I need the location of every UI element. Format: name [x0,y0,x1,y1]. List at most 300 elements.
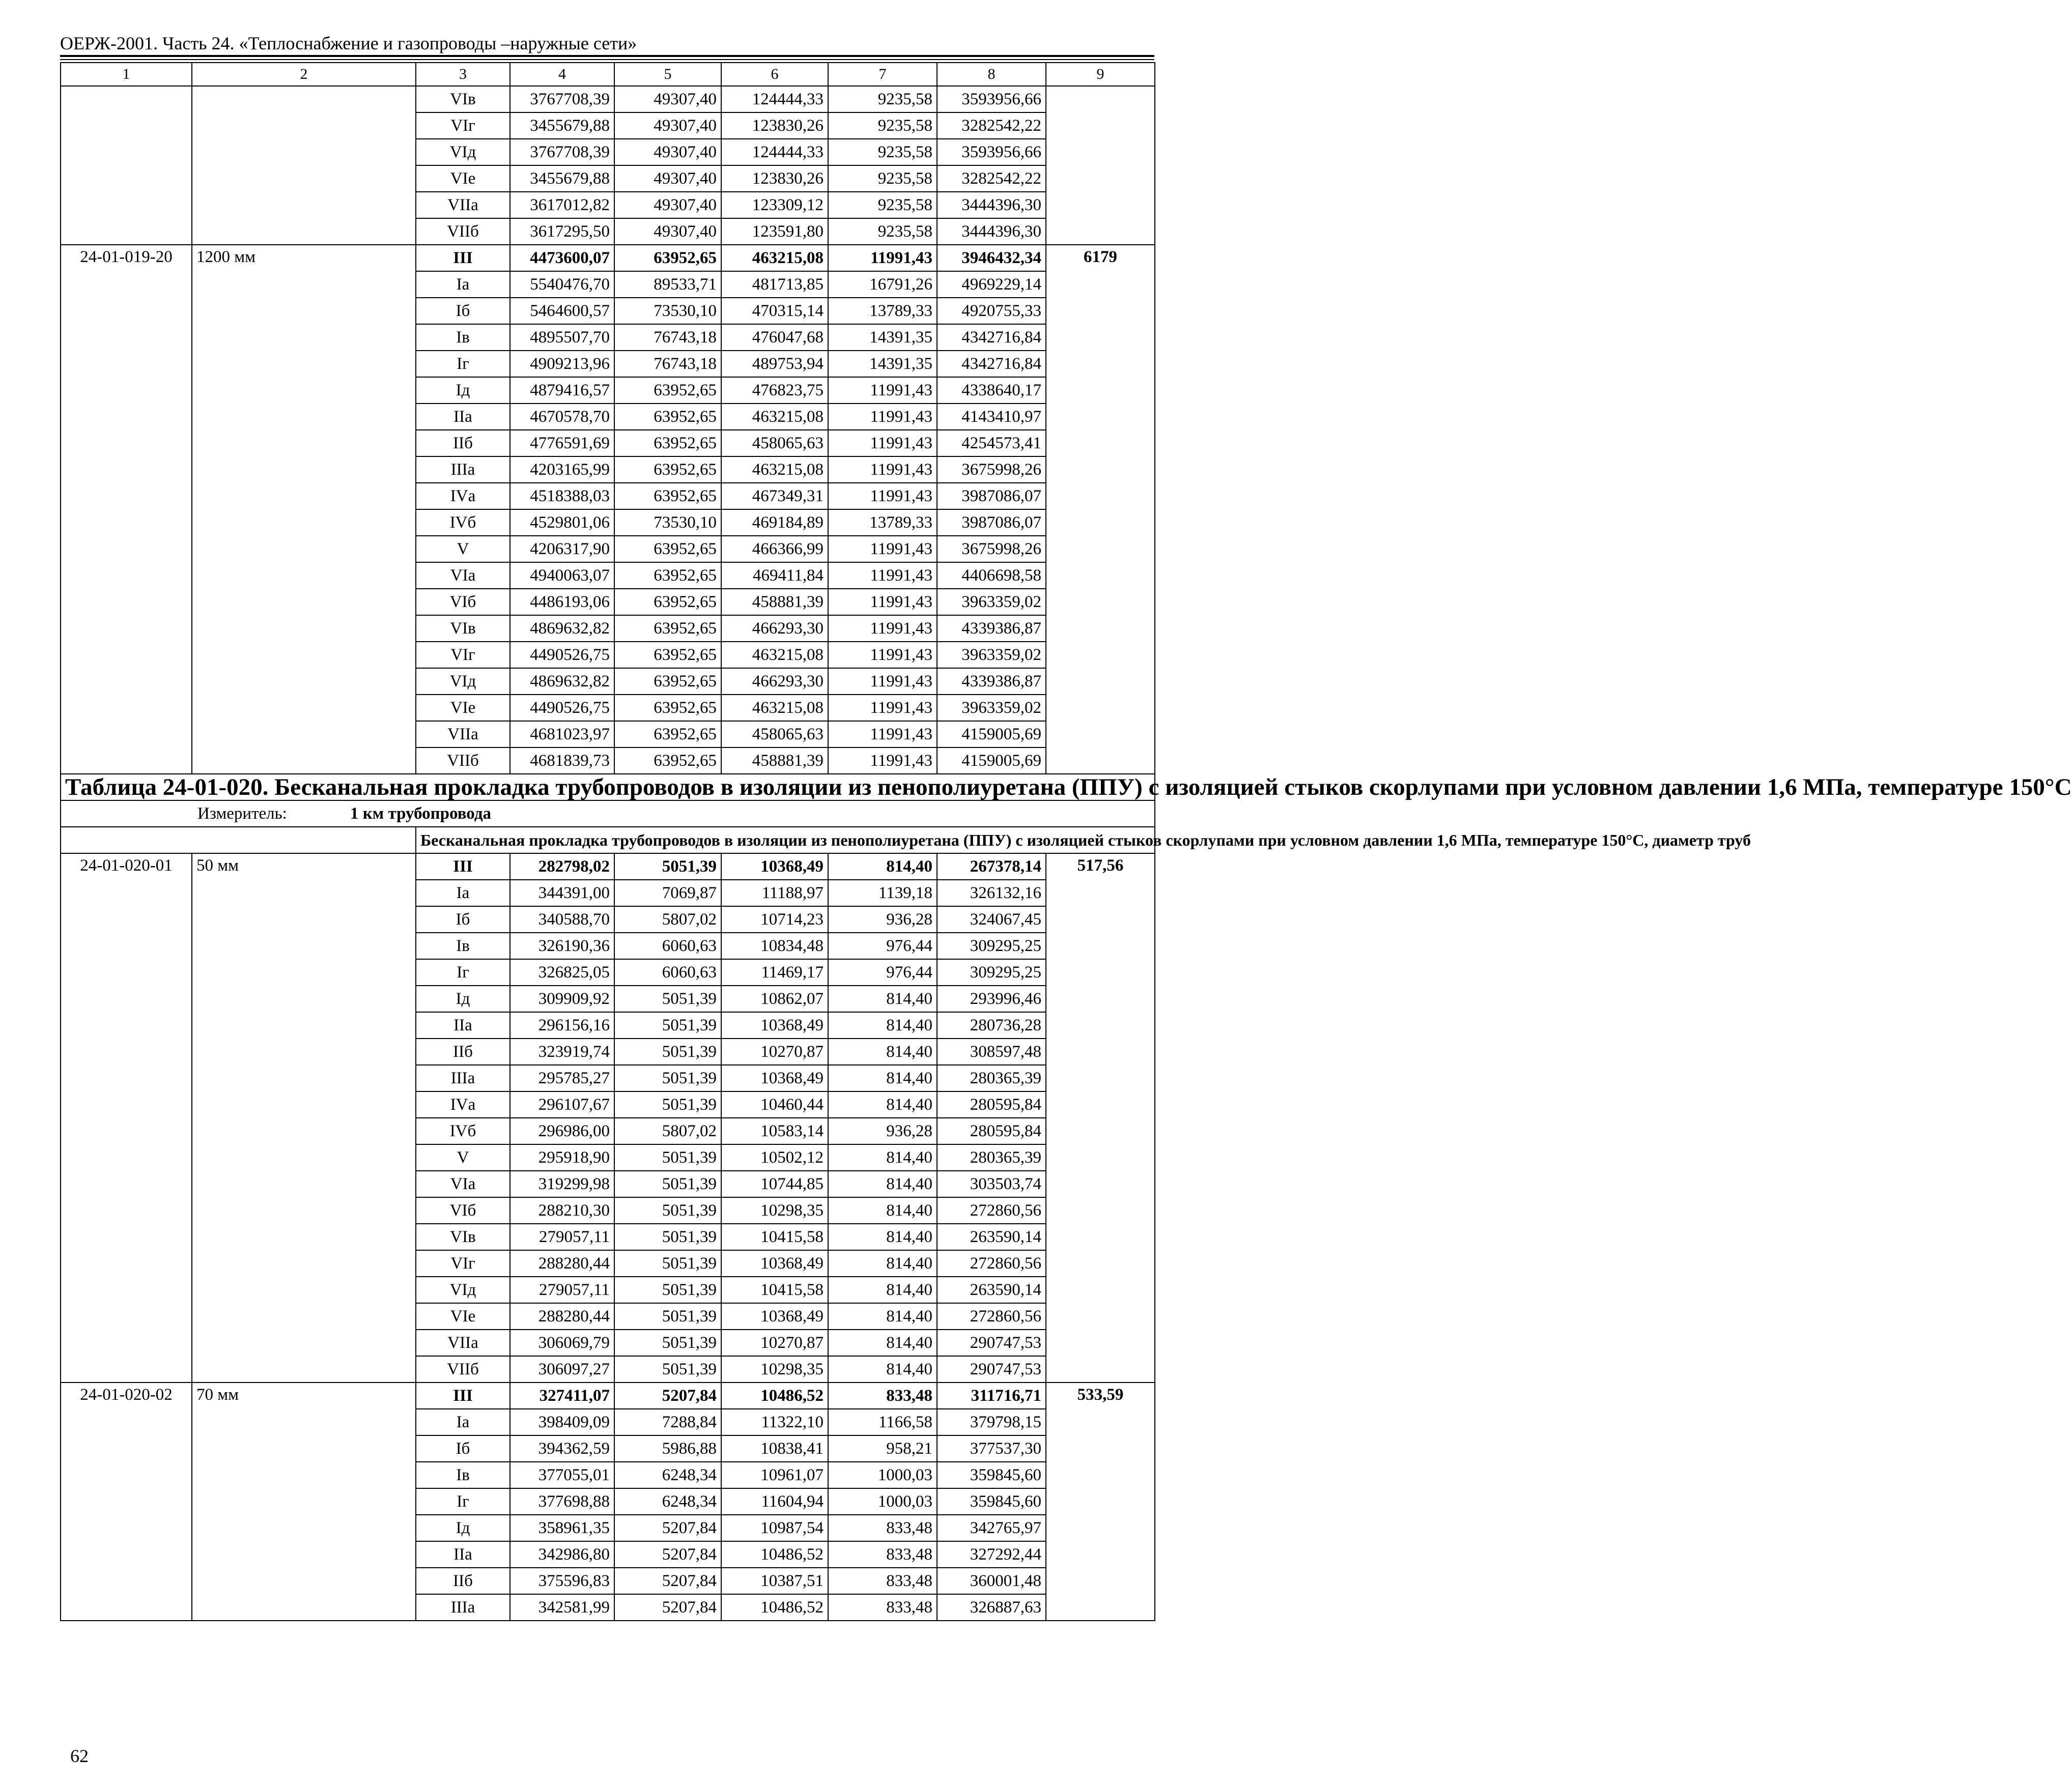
value-cell: 814,40 [828,1250,937,1277]
section-description-row [61,827,1155,853]
value-cell: 9235,58 [828,86,937,112]
zone-cell: IIа [416,1541,510,1568]
value-cell: 458881,39 [721,589,828,615]
table-row [61,1382,1155,1409]
value-cell: 11469,17 [721,959,828,986]
value-cell: 814,40 [828,853,937,880]
value-cell: 476047,68 [721,324,828,351]
value-cell: 5207,84 [614,1382,721,1409]
zone-cell: Iд [416,986,510,1012]
value-cell: 123830,26 [721,112,828,139]
value-cell: 814,40 [828,1012,937,1039]
value-cell: 63952,65 [614,615,721,642]
value-cell: 272860,56 [937,1250,1046,1277]
value-cell: 4339386,87 [937,668,1046,695]
value-cell: 5051,39 [614,1250,721,1277]
value-cell: 10486,52 [721,1382,828,1409]
code-cell: 24-01-020-01 [61,853,192,1382]
value-cell: 272860,56 [937,1197,1046,1224]
column-number: 9 [1046,63,1155,86]
value-cell: 814,40 [828,1197,937,1224]
value-cell: 11991,43 [828,589,937,615]
value-cell: 375596,83 [510,1568,614,1594]
zone-cell: VIIб [416,747,510,774]
value-cell: 326190,36 [510,933,614,959]
value-cell: 124444,33 [721,86,828,112]
value-cell: 1139,18 [828,880,937,906]
value-cell: 1166,58 [828,1409,937,1435]
value-cell: 3675998,26 [937,536,1046,562]
value-cell: 5207,84 [614,1594,721,1621]
value-cell: 11991,43 [828,377,937,404]
column-number: 5 [614,63,721,86]
value-cell: 319299,98 [510,1171,614,1197]
column-number: 1 [61,63,192,86]
value-cell: 936,28 [828,1118,937,1144]
value-cell: 4869632,82 [510,668,614,695]
value-cell: 63952,65 [614,721,721,747]
norms-table [60,62,2072,1621]
page-header: ОЕРЖ-2001. Часть 24. «Теплоснабжение и газопроводы –наружные сети» [60,33,637,53]
value-cell: 4342716,84 [937,324,1046,351]
value-cell: 10744,85 [721,1171,828,1197]
value-cell: 833,48 [828,1568,937,1594]
value-cell: 280595,84 [937,1091,1046,1118]
zone-cell: VIIб [416,1356,510,1382]
value-cell: 4969229,14 [937,271,1046,298]
value-cell: 814,40 [828,1224,937,1250]
value-cell: 324067,45 [937,906,1046,933]
value-cell: 3963359,02 [937,589,1046,615]
value-cell: 10368,49 [721,1250,828,1277]
value-cell: 394362,59 [510,1435,614,1462]
value-cell: 10862,07 [721,986,828,1012]
value-cell: 327411,07 [510,1382,614,1409]
value-cell: 280595,84 [937,1118,1046,1144]
size-cell: 50 мм [192,853,416,1382]
value-cell: 10415,58 [721,1224,828,1250]
col9-cell [1046,86,1155,245]
zone-cell: Iв [416,1462,510,1488]
column-number-row [61,63,1155,86]
value-cell: 814,40 [828,1356,937,1382]
value-cell: 3444396,30 [937,218,1046,245]
value-cell: 63952,65 [614,456,721,483]
zone-cell: Iб [416,1435,510,1462]
value-cell: 63952,65 [614,483,721,509]
value-cell: 89533,71 [614,271,721,298]
value-cell: 4203165,99 [510,456,614,483]
value-cell: 5051,39 [614,1012,721,1039]
value-cell: 3963359,02 [937,642,1046,668]
value-cell: 73530,10 [614,509,721,536]
value-cell: 63952,65 [614,642,721,668]
value-cell: 470315,14 [721,298,828,324]
value-cell: 11991,43 [828,404,937,430]
zone-cell: IIIа [416,1065,510,1091]
value-cell: 5051,39 [614,1144,721,1171]
value-cell: 263590,14 [937,1277,1046,1303]
value-cell: 10368,49 [721,1012,828,1039]
value-cell: 4920755,33 [937,298,1046,324]
value-cell: 4159005,69 [937,721,1046,747]
value-cell: 4909213,96 [510,351,614,377]
header-rule [60,55,1154,57]
value-cell: 309295,25 [937,933,1046,959]
value-cell: 466293,30 [721,668,828,695]
value-cell: 976,44 [828,959,937,986]
size-cell [192,86,416,245]
value-cell: 11991,43 [828,430,937,456]
value-cell: 10834,48 [721,933,828,959]
value-cell: 4670578,70 [510,404,614,430]
zone-cell: IIIа [416,1594,510,1621]
value-cell: 976,44 [828,933,937,959]
value-cell: 10387,51 [721,1568,828,1594]
value-cell: 11991,43 [828,536,937,562]
column-number: 7 [828,63,937,86]
value-cell: 5051,39 [614,1197,721,1224]
table-row [61,245,1155,271]
value-cell: 1000,03 [828,1488,937,1515]
value-cell: 359845,60 [937,1462,1046,1488]
value-cell: 3987086,07 [937,483,1046,509]
value-cell: 9235,58 [828,192,937,218]
value-cell: 123309,12 [721,192,828,218]
value-cell: 63952,65 [614,668,721,695]
column-number: 8 [937,63,1046,86]
value-cell: 76743,18 [614,324,721,351]
value-cell: 489753,94 [721,351,828,377]
zone-cell: VIв [416,86,510,112]
value-cell: 327292,44 [937,1541,1046,1568]
value-cell: 76743,18 [614,351,721,377]
value-cell: 311716,71 [937,1382,1046,1409]
value-cell: 282798,02 [510,853,614,880]
value-cell: 5464600,57 [510,298,614,324]
value-cell: 5051,39 [614,1091,721,1118]
zone-cell: VIIа [416,1330,510,1356]
column-number: 4 [510,63,614,86]
value-cell: 7069,87 [614,880,721,906]
value-cell: 3617012,82 [510,192,614,218]
value-cell: 3282542,22 [937,165,1046,192]
zone-cell: IIб [416,1568,510,1594]
zone-cell: VIв [416,615,510,642]
value-cell: 288280,44 [510,1250,614,1277]
zone-cell: VIIб [416,218,510,245]
value-cell: 11188,97 [721,880,828,906]
zone-cell: VIе [416,165,510,192]
value-cell: 481713,85 [721,271,828,298]
zone-cell: VIа [416,1171,510,1197]
value-cell: 814,40 [828,1091,937,1118]
zone-cell: VIг [416,1250,510,1277]
value-cell: 4518388,03 [510,483,614,509]
value-cell: 16791,26 [828,271,937,298]
zone-cell: VIIа [416,721,510,747]
value-cell: 3444396,30 [937,192,1046,218]
value-cell: 4206317,90 [510,536,614,562]
column-number: 3 [416,63,510,86]
value-cell: 326887,63 [937,1594,1046,1621]
value-cell: 3455679,88 [510,165,614,192]
value-cell: 290747,53 [937,1356,1046,1382]
value-cell: 63952,65 [614,589,721,615]
zone-cell: Iд [416,1515,510,1541]
value-cell: 3767708,39 [510,86,614,112]
value-cell: 5051,39 [614,1039,721,1065]
value-cell: 3282542,22 [937,112,1046,139]
column-number: 6 [721,63,828,86]
value-cell: 377537,30 [937,1435,1046,1462]
zone-cell: Iв [416,324,510,351]
value-cell: 49307,40 [614,112,721,139]
value-cell: 10270,87 [721,1039,828,1065]
value-cell: 3455679,88 [510,112,614,139]
value-cell: 360001,48 [937,1568,1046,1594]
column-number: 2 [192,63,416,86]
zone-cell: VIд [416,139,510,165]
value-cell: 833,48 [828,1594,937,1621]
value-cell: 9235,58 [828,112,937,139]
value-cell: 11322,10 [721,1409,828,1435]
value-cell: 4486193,06 [510,589,614,615]
value-cell: 4338640,17 [937,377,1046,404]
zone-cell: Iв [416,933,510,959]
value-cell: 306069,79 [510,1330,614,1356]
zone-cell: Iб [416,906,510,933]
value-cell: 124444,33 [721,139,828,165]
zone-cell: IVа [416,1091,510,1118]
value-cell: 11991,43 [828,668,937,695]
value-cell: 63952,65 [614,430,721,456]
zone-cell: VIг [416,642,510,668]
value-cell: 5051,39 [614,853,721,880]
value-cell: 10415,58 [721,1277,828,1303]
value-cell: 279057,11 [510,1277,614,1303]
value-cell: 272860,56 [937,1303,1046,1330]
value-cell: 814,40 [828,986,937,1012]
value-cell: 463215,08 [721,404,828,430]
value-cell: 10714,23 [721,906,828,933]
value-cell: 3593956,66 [937,86,1046,112]
zone-cell: III [416,245,510,271]
value-cell: 295785,27 [510,1065,614,1091]
value-cell: 469184,89 [721,509,828,536]
value-cell: 7288,84 [614,1409,721,1435]
value-cell: 458881,39 [721,747,828,774]
value-cell: 814,40 [828,1330,937,1356]
value-cell: 466293,30 [721,615,828,642]
value-cell: 306097,27 [510,1356,614,1382]
zone-cell: Iа [416,271,510,298]
value-cell: 10486,52 [721,1541,828,1568]
value-cell: 4776591,69 [510,430,614,456]
table-row [61,86,1155,112]
value-cell: 814,40 [828,1144,937,1171]
value-cell: 326132,16 [937,880,1046,906]
value-cell: 9235,58 [828,218,937,245]
value-cell: 469411,84 [721,562,828,589]
value-cell: 303503,74 [937,1171,1046,1197]
value-cell: 4473600,07 [510,245,614,271]
value-cell: 814,40 [828,1303,937,1330]
value-cell: 11604,94 [721,1488,828,1515]
size-cell: 70 мм [192,1382,416,1621]
value-cell: 463215,08 [721,642,828,668]
value-cell: 3617295,50 [510,218,614,245]
value-cell: 6248,34 [614,1488,721,1515]
value-cell: 5540476,70 [510,271,614,298]
value-cell: 49307,40 [614,192,721,218]
zone-cell: Iг [416,351,510,377]
value-cell: 11991,43 [828,721,937,747]
description-spacer [61,827,416,853]
value-cell: 123830,26 [721,165,828,192]
value-cell: 358961,35 [510,1515,614,1541]
value-cell: 63952,65 [614,377,721,404]
value-cell: 4869632,82 [510,615,614,642]
value-cell: 11991,43 [828,747,937,774]
value-cell: 10486,52 [721,1594,828,1621]
value-cell: 5051,39 [614,1171,721,1197]
value-cell: 463215,08 [721,695,828,721]
value-cell: 11991,43 [828,562,937,589]
value-cell: 377698,88 [510,1488,614,1515]
zone-cell: Iг [416,1488,510,1515]
value-cell: 293996,46 [937,986,1046,1012]
value-cell: 814,40 [828,1277,937,1303]
value-cell: 11991,43 [828,615,937,642]
value-cell: 4681023,97 [510,721,614,747]
value-cell: 296107,67 [510,1091,614,1118]
value-cell: 814,40 [828,1171,937,1197]
value-cell: 309909,92 [510,986,614,1012]
value-cell: 49307,40 [614,139,721,165]
value-cell: 814,40 [828,1065,937,1091]
value-cell: 344391,00 [510,880,614,906]
value-cell: 9235,58 [828,139,937,165]
code-cell: 24-01-020-02 [61,1382,192,1621]
value-cell: 10298,35 [721,1356,828,1382]
value-cell: 4490526,75 [510,695,614,721]
table-row [61,853,1155,880]
zone-cell: VIа [416,562,510,589]
value-cell: 4940063,07 [510,562,614,589]
value-cell: 476823,75 [721,377,828,404]
value-cell: 379798,15 [937,1409,1046,1435]
zone-cell: IIа [416,404,510,430]
zone-cell: VIб [416,1197,510,1224]
value-cell: 13789,33 [828,298,937,324]
zone-cell: VIг [416,112,510,139]
value-cell: 958,21 [828,1435,937,1462]
value-cell: 63952,65 [614,536,721,562]
value-cell: 398409,09 [510,1409,614,1435]
value-cell: 11991,43 [828,456,937,483]
value-cell: 10368,49 [721,1065,828,1091]
value-cell: 833,48 [828,1515,937,1541]
zone-cell: IVа [416,483,510,509]
value-cell: 13789,33 [828,509,937,536]
value-cell: 340588,70 [510,906,614,933]
value-cell: 359845,60 [937,1488,1046,1515]
value-cell: 4490526,75 [510,642,614,668]
value-cell: 458065,63 [721,721,828,747]
zone-cell: Iд [416,377,510,404]
value-cell: 10298,35 [721,1197,828,1224]
value-cell: 296156,16 [510,1012,614,1039]
value-cell: 342986,80 [510,1541,614,1568]
meter-cell [61,800,1155,827]
value-cell: 6060,63 [614,933,721,959]
value-cell: 458065,63 [721,430,828,456]
value-cell: 14391,35 [828,351,937,377]
col9-cell: 6179 [1046,245,1155,774]
value-cell: 3946432,34 [937,245,1046,271]
value-cell: 49307,40 [614,165,721,192]
value-cell: 3767708,39 [510,139,614,165]
value-cell: 279057,11 [510,1224,614,1250]
value-cell: 14391,35 [828,324,937,351]
value-cell: 467349,31 [721,483,828,509]
zone-cell: V [416,1144,510,1171]
zone-cell: VIв [416,1224,510,1250]
value-cell: 123591,80 [721,218,828,245]
value-cell: 5207,84 [614,1515,721,1541]
value-cell: 49307,40 [614,218,721,245]
value-cell: 10368,49 [721,853,828,880]
value-cell: 73530,10 [614,298,721,324]
value-cell: 4339386,87 [937,615,1046,642]
value-cell: 377055,01 [510,1462,614,1488]
value-cell: 5051,39 [614,1277,721,1303]
value-cell: 3963359,02 [937,695,1046,721]
value-cell: 49307,40 [614,86,721,112]
value-cell: 63952,65 [614,245,721,271]
value-cell: 4879416,57 [510,377,614,404]
value-cell: 5051,39 [614,986,721,1012]
value-cell: 10961,07 [721,1462,828,1488]
meter-row [61,800,1155,827]
zone-cell: III [416,1382,510,1409]
meter-value: 1 км трубопровода [350,804,492,823]
value-cell: 4529801,06 [510,509,614,536]
value-cell: 323919,74 [510,1039,614,1065]
value-cell: 5051,39 [614,1065,721,1091]
zone-cell: VIIа [416,192,510,218]
value-cell: 4895507,70 [510,324,614,351]
value-cell: 11991,43 [828,695,937,721]
value-cell: 11991,43 [828,642,937,668]
table-title: Таблица 24-01-020. Бесканальная прокладка трубопроводов в изоляции из пенополиуретана (ППУ) с изоляцией стыков скорлупами при условном давлении 1,6 МПа, температуре 150°С [61,774,1155,800]
value-cell: 10460,44 [721,1091,828,1118]
zone-cell: IIб [416,430,510,456]
zone-cell: V [416,536,510,562]
code-cell: 24-01-019-20 [61,245,192,774]
value-cell: 10502,12 [721,1144,828,1171]
value-cell: 5807,02 [614,1118,721,1144]
value-cell: 63952,65 [614,562,721,589]
meter-label: Измеритель: [197,804,287,823]
value-cell: 4143410,97 [937,404,1046,430]
zone-cell: Iа [416,880,510,906]
value-cell: 5807,02 [614,906,721,933]
value-cell: 263590,14 [937,1224,1046,1250]
value-cell: 3675998,26 [937,456,1046,483]
value-cell: 5051,39 [614,1330,721,1356]
